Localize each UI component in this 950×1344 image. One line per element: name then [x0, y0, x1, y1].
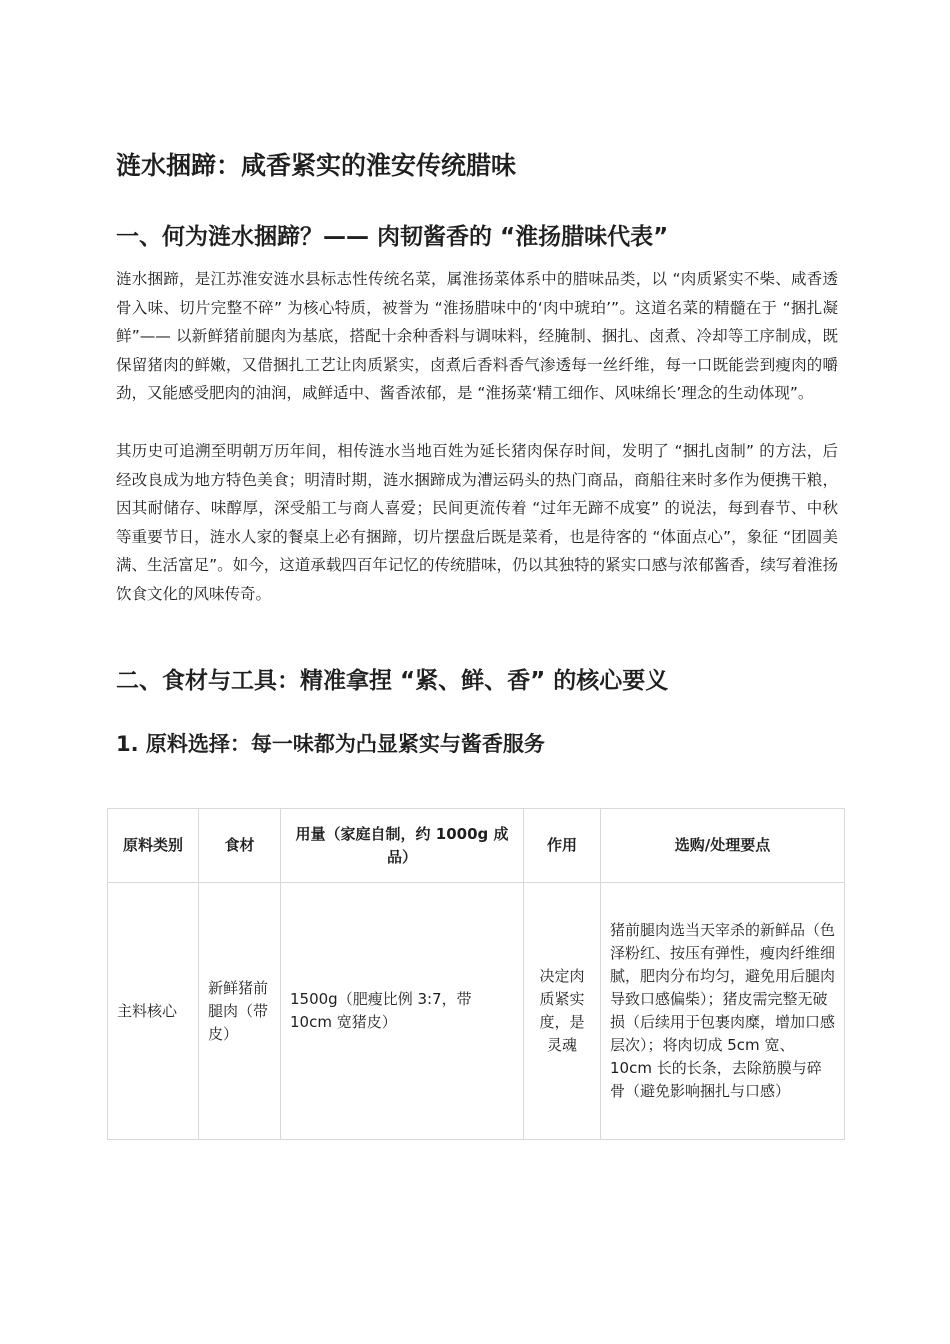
- section-heading-2: 二、食材与工具：精准拿捏 “紧、鲜、香” 的核心要义: [116, 668, 669, 694]
- table-header-cell: 原料类别: [108, 809, 199, 883]
- section1-paragraph-1: 涟水捆蹄，是江苏淮安涟水县标志性传统名菜，属淮扬菜体系中的腊味品类，以 “肉质紧实不柴、咸香透骨入味、切片完整不碎” 为核心特质，被誉为 “淮扬腊味中的‘肉中琥珀’”。这道名菜的精髓在于 “捆扎凝鲜”—— 以新鲜猪前腿肉为基底，搭配十余种香料与调味料，经腌制、捆扎、卤煮、冷却等工序制成，既保留猪肉的鲜嫩，又借捆扎工艺让肉质紧实，卤煮后香料香气渗透每一丝纤维，每一口既能尝到瘦肉的嚼劲，又能感受肥肉的油润，咸鲜适中、酱香浓郁，是 “淮扬菜‘精工细作、风味绵长’理念的生动体现”。: [116, 270, 838, 403]
- table-header-cell: 用量（家庭自制，约 1000g 成品）: [281, 809, 524, 883]
- ingredients-table: [107, 808, 845, 1140]
- table-header-row: [108, 809, 845, 883]
- table-cell-category: 主料核心: [108, 883, 199, 1140]
- table-cell-notes: 猪前腿肉选当天宰杀的新鲜品（色泽粉红、按压有弹性，瘦肉纤维细腻，肥肉分布均匀，避免用后腿肉导致口感偏柴）；猪皮需完整无破损（后续用于包裹肉糜，增加口感层次）；将肉切成 5cm 宽、10cm 长的长条，去除筋膜与碎骨（避免影响捆扎与口感）: [601, 883, 845, 1140]
- table-row: [108, 883, 845, 1140]
- table-cell-role: 决定肉质紧实度，是灵魂: [524, 883, 601, 1140]
- table-cell-amount: 1500g（肥瘦比例 3:7，带 10cm 宽猪皮）: [281, 883, 524, 1140]
- section-heading-1: 一、何为涟水捆蹄？—— 肉韧酱香的 “淮扬腊味代表”: [116, 224, 669, 250]
- table-header-cell: 作用: [524, 809, 601, 883]
- subsection-heading-1: 1. 原料选择：每一味都为凸显紧实与酱香服务: [116, 732, 545, 756]
- table-header-cell: 食材: [199, 809, 281, 883]
- section1-paragraph-2: 其历史可追溯至明朝万历年间，相传涟水当地百姓为延长猪肉保存时间，发明了 “捆扎卤制” 的方法，后经改良成为地方特色美食；明清时期，涟水捆蹄成为漕运码头的热门商品，商船往来时多作为便携干粮，因其耐储存、味醇厚，深受船工与商人喜爱；民间更流传着 “过年无蹄不成宴” 的说法，每到春节、中秋等重要节日，涟水人家的餐桌上必有捆蹄，切片摆盘后既是菜肴，也是待客的 “体面点心”，象征 “团圆美满、生活富足”。如今，这道承载四百年记忆的传统腊味，仍以其独特的紧实口感与浓郁酱香，续写着淮扬饮食文化的风味传奇。: [116, 442, 838, 603]
- table-header-cell: 选购/处理要点: [601, 809, 845, 883]
- document-title: 涟水捆蹄：咸香紧实的淮安传统腊味: [116, 151, 517, 180]
- table-cell-ingredient: 新鲜猪前腿肉（带皮）: [199, 883, 281, 1140]
